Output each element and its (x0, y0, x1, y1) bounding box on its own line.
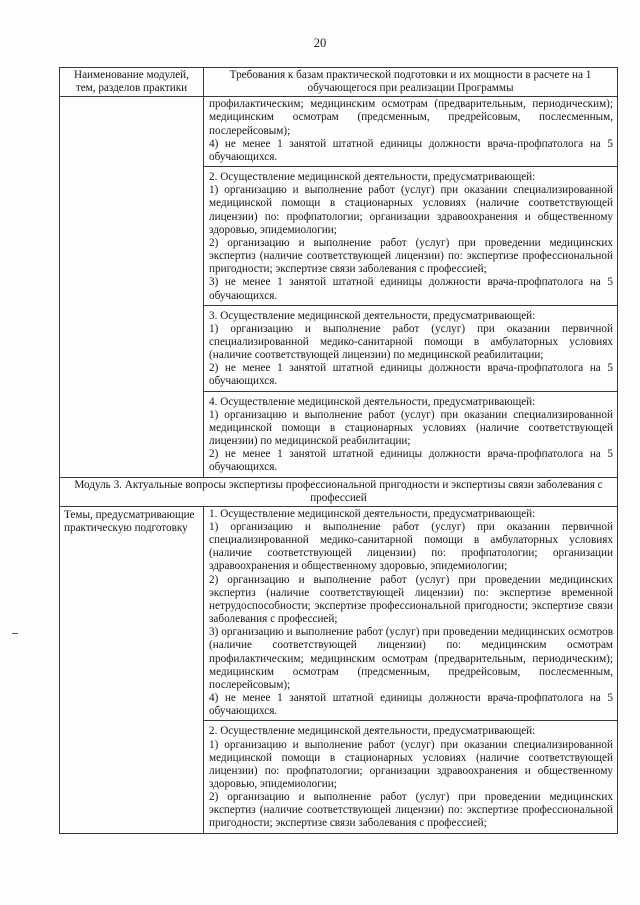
table-row-continuation (60, 97, 618, 477)
header-modules: Наименование модулей, тем, разделов практики (60, 68, 204, 97)
requirement-line: 3) не менее 1 занятой штатной единицы должности врача-профпатолога на 5 обучающихся. (209, 276, 613, 302)
requirement-line: 2) не менее 1 занятой штатной единицы должности врача-профпатолога на 5 обучающихся. (209, 448, 613, 474)
requirement-line: 4) не менее 1 занятой штатной единицы должности врача-профпатолога на 5 обучающихся. (209, 692, 613, 718)
requirements-cell (204, 97, 618, 477)
requirement-line: 3) организацию и выполнение работ (услуг) при проведении медицинских осмотров (наличие соответствующей лицензии) по: медицинским осмотрам профилактическим; медицинским осмотрам (предварительным, периодическим); медицинским осмотрам (предсменным, предрейсовым, послесменным, послерейсовым); (209, 626, 613, 691)
requirement-line: 2. Осуществление медицинской деятельности, предусматривающей: (209, 725, 536, 738)
table-row-module (60, 506, 618, 833)
requirement-line: 1) организацию и выполнение работ (услуг) при оказании первичной специализированной медико-санитарной помощи в амбулаторных условиях (наличие соответствующей лицензии) по медицинской реабилитации; (209, 322, 613, 362)
empty-left-cell (60, 97, 204, 477)
module-requirements-cell (204, 506, 618, 833)
module-title-row (60, 477, 618, 506)
requirement-line: 2) организацию и выполнение работ (услуг) при проведении медицинских экспертиз (наличие соответствующей лицензии) по: экспертизе временной нетрудоспособности; экспертизе профессиональной пригодности; экспертизе связи заболевания с профессией; (209, 573, 613, 626)
scan-mark (12, 633, 18, 634)
header-requirements: Требования к базам практической подготовки и их мощности в расчете на 1 обучающегося при реализации Программы (204, 68, 618, 97)
requirement-line: профилактическим; медицинским осмотрам (предварительным, периодическим); медицинским осмотрам (предсменным, предрейсовым, послесменным, послерейсовым); (209, 98, 613, 137)
requirement-line: 2. Осуществление медицинской деятельности, предусматривающей: (209, 171, 536, 184)
requirement-block (204, 166, 617, 305)
requirement-line: 2) не менее 1 занятой штатной единицы должности врача-профпатолога на 5 обучающихся. (209, 362, 613, 388)
requirement-line: 1) организацию и выполнение работ (услуг) при оказании специализированной медицинской помощи в стационарных условиях (наличие соответствующей лицензии) по медицинской реабилитации; (209, 408, 613, 448)
requirement-block (204, 305, 617, 391)
requirement-line: 1. Осуществление медицинской деятельности, предусматривающей: (209, 507, 536, 520)
requirement-line: 4) не менее 1 занятой штатной единицы должности врача-профпатолога на 5 обучающихся. (209, 137, 613, 163)
page-number: 20 (313, 36, 327, 50)
requirement-block (209, 507, 613, 721)
table-header-row (60, 68, 618, 97)
requirement-line: 3. Осуществление медицинской деятельности, предусматривающей: (209, 309, 536, 322)
requirement-line: 2) организацию и выполнение работ (услуг) при проведении медицинских экспертиз (наличие соответствующей лицензии) по: экспертизе профессиональной пригодности; экспертизе связи заболевания с профессией; (209, 791, 613, 830)
requirement-block (204, 720, 617, 832)
requirement-line: 4. Осуществление медицинской деятельности, предусматривающей: (209, 395, 536, 408)
topics-label: Темы, предусматривающие практическую подготовку (60, 506, 204, 833)
requirement-line: 1) организацию и выполнение работ (услуг) при оказании специализированной медицинской помощи в стационарных условиях (наличие соответствующей лицензии) по: профпатологии; организации здравоохранения и общественному здоровью, эпидемиологии; (209, 184, 613, 236)
requirement-block (209, 97, 613, 166)
requirements-table (59, 67, 618, 834)
requirement-line: 1) организацию и выполнение работ (услуг) при оказании первичной специализированной медико-санитарной помощи в амбулаторных условиях (наличие соответствующей лицензии) по: профпатологии; организации здравоохранения и общественному здоровью, эпидемиологии; (209, 521, 613, 573)
requirement-line: 1) организацию и выполнение работ (услуг) при оказании специализированной медицинской помощи в стационарных условиях (наличие соответствующей лицензии) по: профпатологии; организации здравоохранения и общественному здоровью, эпидемиологии; (209, 738, 613, 790)
requirement-block (204, 391, 617, 477)
requirement-line: 2) организацию и выполнение работ (услуг) при проведении медицинских экспертиз (наличие соответствующей лицензии) по: экспертизе профессиональной пригодности; экспертизе связи заболевания с профессией; (209, 236, 613, 276)
module-title: Модуль 3. Актуальные вопросы экспертизы профессиональной пригодности и экспертизы связи заболевания с профессией (60, 477, 618, 506)
